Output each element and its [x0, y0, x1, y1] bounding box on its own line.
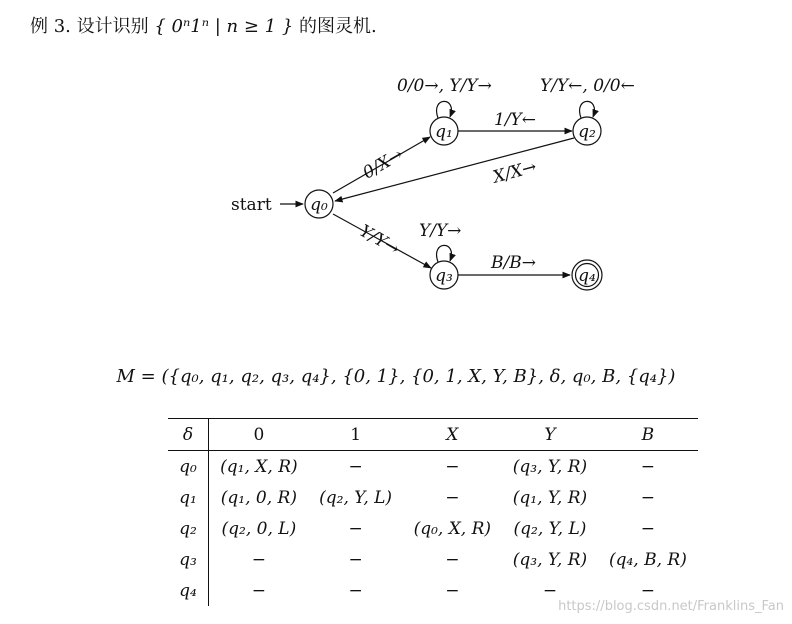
table-cell: −	[640, 487, 656, 508]
state-label-q1: q₁	[435, 122, 453, 142]
transition-label-q3-loop: Y/Y→	[419, 221, 462, 241]
column-header: X	[403, 419, 503, 451]
table-cell: (q₀, X, R)	[413, 518, 492, 539]
table-cell: −	[640, 456, 656, 477]
transition-table	[168, 418, 698, 606]
start-label: start	[231, 195, 272, 215]
loop-q3	[437, 245, 452, 262]
column-header: δ	[168, 419, 209, 451]
state-label-q3: q₃	[435, 266, 453, 286]
table-row	[168, 482, 698, 513]
transition-label-q1-q2: 1/Y←	[494, 110, 537, 130]
table-cell: −	[445, 580, 460, 601]
column-header: 0	[209, 419, 309, 451]
table-cell: (q₁, 0, R)	[220, 487, 297, 508]
row-state: q₃	[168, 544, 209, 575]
table-cell: −	[445, 549, 460, 570]
table-cell: −	[348, 580, 363, 601]
table-cell: −	[348, 549, 363, 570]
state-label-q0: q₀	[310, 195, 328, 215]
row-state: q₀	[168, 451, 209, 483]
loop-q2	[580, 101, 595, 118]
table-cell: −	[348, 518, 363, 539]
row-state: q₂	[168, 513, 209, 544]
machine-definition: M = ({q₀, q₁, q₂, q₃, q₄}, {0, 1}, {0, 1, X, Y, B}, δ, q₀, B, {q₄})	[116, 366, 676, 387]
loop-q1	[437, 101, 452, 118]
state-label-q2: q₂	[578, 122, 596, 142]
table-cell: (q₂, 0, L)	[221, 518, 297, 539]
state-label-q4: q₄	[578, 266, 596, 286]
transition-label-q3-q4: B/B→	[491, 253, 536, 273]
table-cell: (q₃, Y, R)	[512, 456, 588, 477]
table-cell: −	[251, 580, 266, 601]
column-header: B	[598, 419, 698, 451]
watermark-url: https://blog.csdn.net/Franklins_Fan	[558, 599, 784, 614]
table-row	[168, 451, 698, 483]
transition-label-q2-q0: X/X→	[490, 156, 539, 188]
table-cell: −	[251, 549, 266, 570]
row-state: q₄	[168, 575, 209, 606]
column-header: 1	[309, 419, 403, 451]
row-state: q₁	[168, 482, 209, 513]
table-row	[168, 544, 698, 575]
table-header-row	[168, 419, 698, 451]
table-cell: (q₁, Y, R)	[512, 487, 588, 508]
title-suffix: 的图灵机.	[299, 16, 377, 37]
transition-label-q0-q1: 0/X→	[359, 144, 407, 184]
transition-label-q1-loop: 0/0→, Y/Y→	[397, 76, 492, 96]
table-cell: −	[640, 518, 656, 539]
table-row	[168, 513, 698, 544]
transition-label-q2-loop: Y/Y←, 0/0←	[540, 76, 635, 96]
table-cell: −	[640, 580, 656, 601]
transition-label-q0-q3: Y/Y→	[355, 221, 403, 260]
table-cell: −	[348, 456, 363, 477]
table-cell: −	[445, 487, 460, 508]
table-cell: (q₂, Y, L)	[319, 487, 393, 508]
table-cell: −	[542, 580, 558, 601]
column-header: Y	[502, 419, 598, 451]
title-prefix: 例 3. 设计识别	[30, 16, 149, 37]
table-cell: (q₁, X, R)	[220, 456, 298, 477]
table-cell: (q₃, Y, R)	[512, 549, 588, 570]
title-language: { 0ⁿ1ⁿ | n ≥ 1 }	[154, 16, 294, 37]
table-cell: −	[445, 456, 460, 477]
table-cell: (q₄, B, R)	[608, 549, 687, 570]
table-cell: (q₂, Y, L)	[513, 518, 587, 539]
